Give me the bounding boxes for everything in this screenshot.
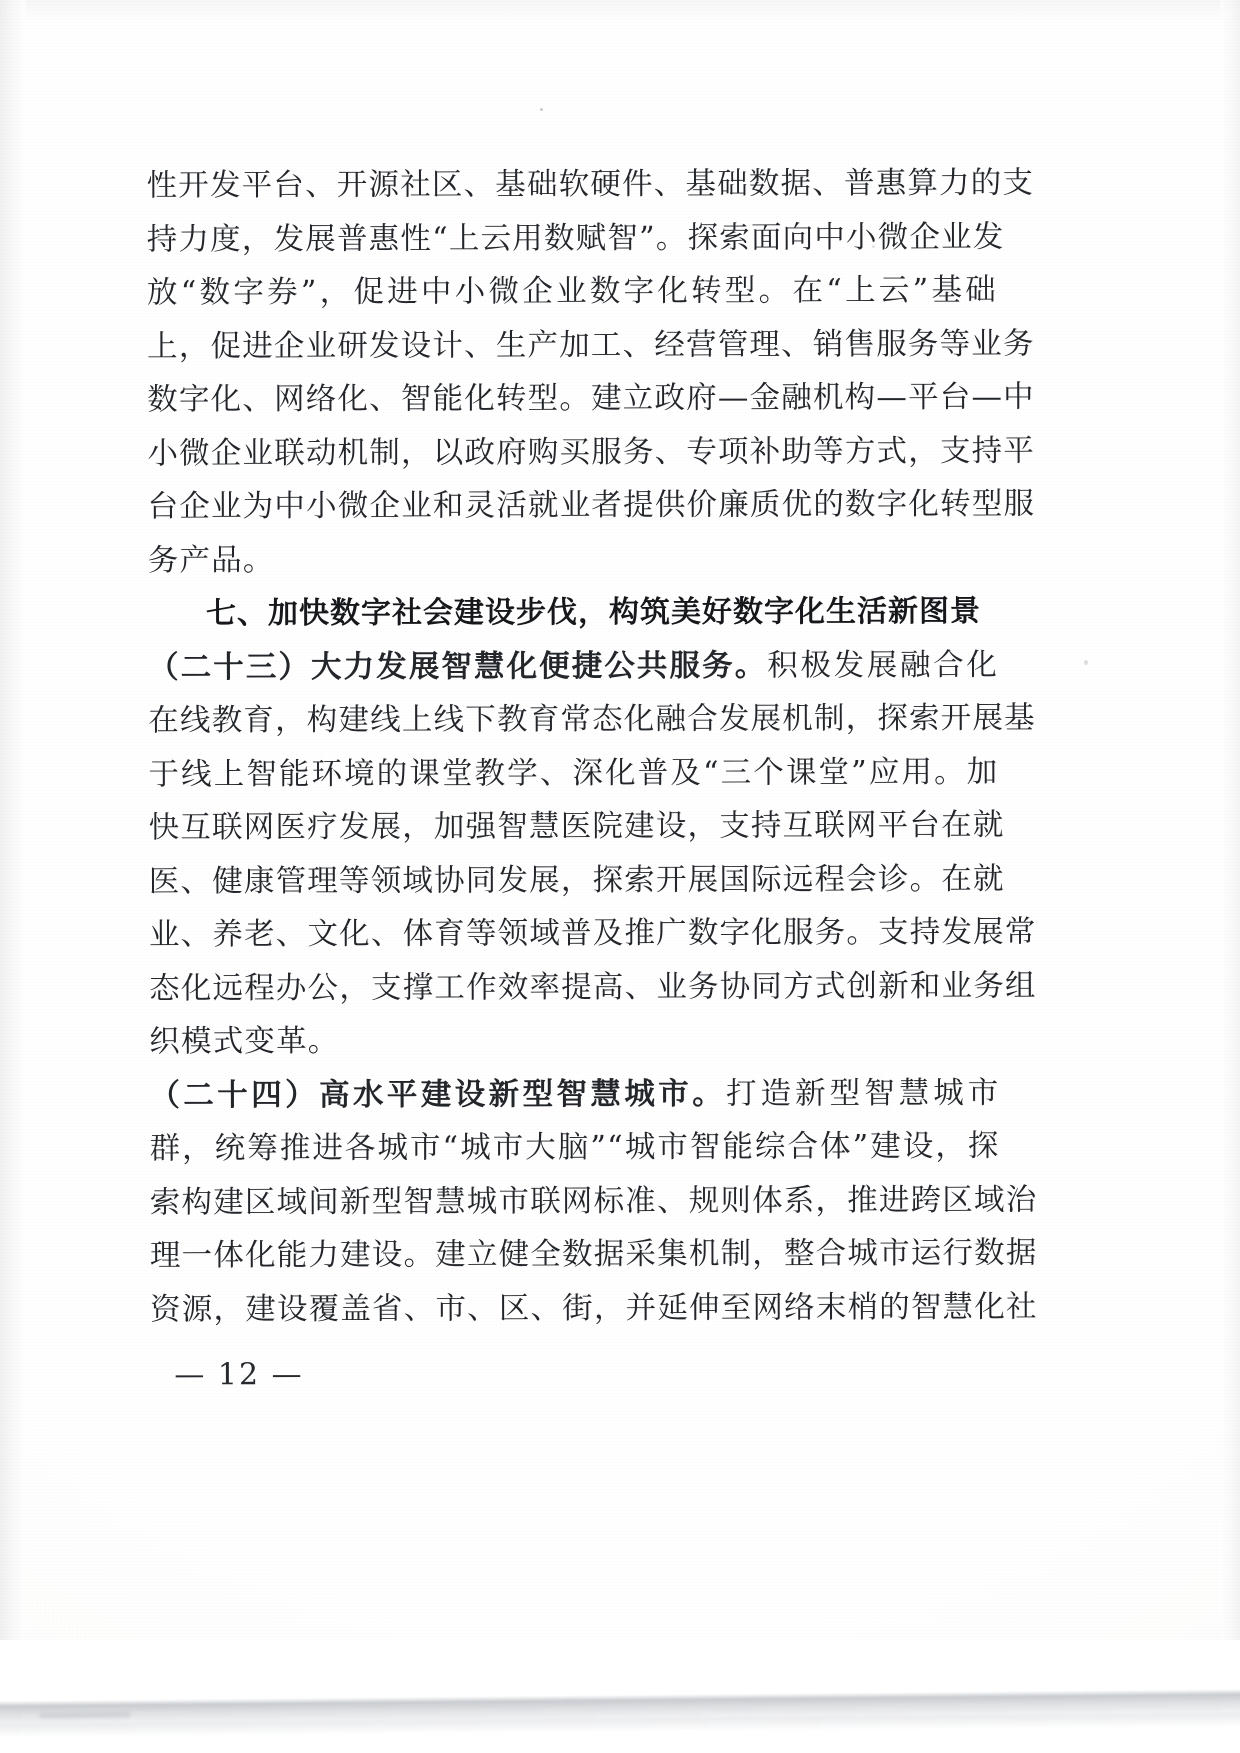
text-line: 性开发平台、开源社区、基础软硬件、基础数据、普惠算力的支	[146, 165, 1035, 204]
scanner-bed-speck	[40, 1712, 130, 1719]
page-number-footer: — 12 —	[174, 1357, 304, 1393]
text-line: 群，统筹推进各城市“城市大脑”“城市智能综合体”建设，探	[149, 1128, 1000, 1167]
text-line: 持力度，发展普惠性“上云用数赋智”。探索面向中小微企业发	[146, 219, 1005, 257]
text-line: 台企业为中小微企业和灵活就业者提供价廉质优的数字化转型服	[147, 486, 1036, 525]
text-line: 放“数字券”，促进中小微企业数字化转型。在“上云”基础	[146, 272, 997, 311]
text-line-with-run-in-title	[149, 1066, 999, 1122]
paragraph-twenty-three	[148, 638, 1037, 1069]
scanner-bed-edge	[0, 1640, 1240, 1753]
text-line: 理一体化能力建设。建立健全数据采集机制，整合城市运行数据	[149, 1235, 1038, 1274]
text-line: 织模式变革。	[149, 1023, 340, 1060]
text-line: 务产品。	[147, 542, 275, 578]
text-line: 业、养老、文化、体育等领域普及推广数字化服务。支持发展常	[148, 914, 1037, 953]
text-line: 态化远程办公，支撑工作效率提高、业务协同方式创新和业务组	[149, 968, 1037, 1006]
scan-speck	[540, 108, 543, 111]
text-line: 小微企业联动机制，以政府购买服务、专项补助等方式，支持平	[147, 433, 1036, 471]
text-line: 数字化、网络化、智能化转型。建立政府—金融机构—平台—中	[147, 379, 1035, 418]
run-in-title-twenty-three: （二十三）大力发展智慧化便捷公共服务。	[148, 648, 768, 685]
paper-edge-left	[0, 0, 26, 1640]
text-line: 于线上智能环境的课堂教学、深化普及“三个课堂”应用。加	[148, 754, 999, 792]
text-line-with-run-in-title	[148, 638, 998, 694]
text-line-remainder: 积极发展融合化	[767, 647, 999, 684]
text-line-remainder: 打造新型智慧城市	[726, 1075, 1000, 1112]
paragraph-twenty-four	[149, 1066, 1038, 1336]
paper-edge-top	[0, 0, 1240, 22]
text-line: 医、健康管理等领域协同发展，探索开展国际远程会诊。在就	[148, 861, 1005, 899]
paragraph-continued-from-previous-page	[146, 157, 1036, 588]
document-text-body	[146, 157, 1038, 1337]
section-heading-seven: 七、加快数字社会建设步伐，构筑美好数字化生活新图景	[205, 593, 981, 632]
text-line: 快互联网医疗发展，加强智慧医院建设，支持互联网平台在就	[148, 807, 1005, 846]
scan-speck	[1084, 660, 1088, 665]
text-line: 上，促进企业研发设计、生产加工、经营管理、销售服务等业务	[147, 326, 1035, 364]
run-in-title-twenty-four: （二十四）高水平建设新型智慧城市。	[149, 1076, 727, 1113]
text-line: 索构建区域间新型智慧城市联网标准、规则体系，推进跨区域治	[149, 1182, 1038, 1220]
text-line: 在线教育，构建线上线下教育常态化融合发展机制，探索开展基	[148, 700, 1036, 739]
paper-edge-right	[1220, 0, 1240, 1640]
text-line: 资源，建设覆盖省、市、区、街，并延伸至网络末梢的智慧化社	[150, 1289, 1038, 1327]
